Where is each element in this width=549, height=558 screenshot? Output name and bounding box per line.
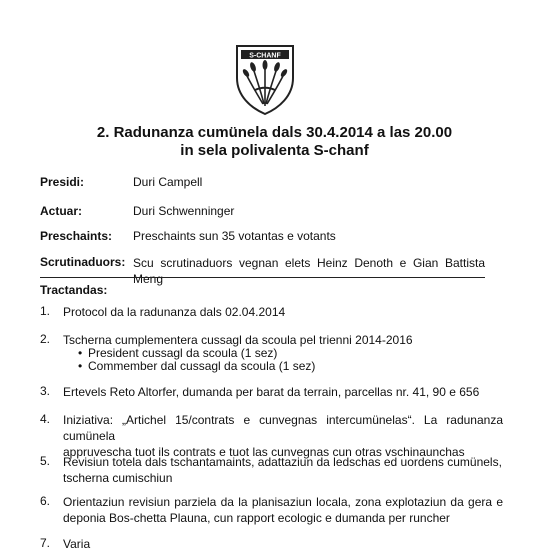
item-1-number: 1. bbox=[40, 304, 51, 318]
item-4-number: 4. bbox=[40, 412, 51, 426]
item-6-text-line1: Orientaziun revisiun parziela da la planisaziun locala, zona explotaziun da gera e bbox=[63, 495, 503, 509]
item-5-text-line1: Revisiun totela dals tschantamaints, adattaziun da ledschas ed uordens cumünels, bbox=[63, 455, 502, 469]
document-title: 2. Radunanza cumünela dals 30.4.2014 a las 20.00 bbox=[96, 124, 453, 141]
item-4-text-line2: appruvescha tuot ils contrats e tuot las cunvegnas cun otras vschinaunchas bbox=[63, 445, 465, 459]
item-2-text: Tscherna cumplementera cussagl da scoula pel trienni 2014-2016 bbox=[63, 333, 413, 347]
item-5-text-line2: tscherna cumischiun bbox=[63, 471, 173, 485]
crest-text: S-CHANF bbox=[249, 52, 281, 60]
scrutinaduors-value-line2: Meng bbox=[133, 272, 164, 286]
bullet-icon: • bbox=[78, 346, 83, 360]
municipal-crest-logo bbox=[235, 44, 295, 116]
preschaints-value: Preschaints sun 35 votantas e votants bbox=[133, 229, 336, 243]
scrutinaduors-label: Scrutinaduors: bbox=[40, 255, 126, 269]
item-5-text bbox=[63, 454, 502, 486]
item-6-text-line2: deponia Bos-chetta Plauna, cun rapport ecologic e dumanda per runcher bbox=[63, 511, 450, 525]
item-7-number: 7. bbox=[40, 536, 51, 550]
actuar-value: Duri Schwenninger bbox=[133, 204, 235, 218]
document-subtitle: in sela polivalenta S-chanf bbox=[180, 142, 369, 159]
item-3-number: 3. bbox=[40, 384, 51, 398]
item-7-text: Varia bbox=[63, 537, 91, 551]
item-6-text bbox=[63, 494, 503, 526]
presidi-label: Presidi: bbox=[40, 175, 85, 189]
scrutinaduors-value-line1: Scu scrutinaduors vegnan elets Heinz Denoth e Gian Battista bbox=[133, 256, 485, 270]
item-4-text bbox=[63, 412, 503, 460]
bullet-icon: • bbox=[78, 359, 83, 373]
item-2-subitem-1-text: President cussagl da scoula (1 sez) bbox=[88, 346, 278, 360]
preschaints-label: Preschaints: bbox=[40, 229, 113, 243]
divider-line bbox=[40, 277, 485, 278]
item-3-text: Ertevels Reto Altorfer, dumanda per barat da terrain, parcellas nr. 41, 90 e 656 bbox=[63, 385, 480, 399]
item-2-number: 2. bbox=[40, 332, 51, 346]
item-4-text-line1: Iniziativa: „Artichel 15/contrats e cunvegnas intercumünelas“. La radunanza cumünela bbox=[63, 413, 503, 443]
actuar-label: Actuar: bbox=[40, 204, 83, 218]
item-5-number: 5. bbox=[40, 454, 51, 468]
tractandas-heading: Tractandas: bbox=[40, 283, 108, 297]
item-2-subitem-2-text: Commember dal cussagl da scoula (1 sez) bbox=[88, 359, 316, 373]
item-1-text: Protocol da la radunanza dals 02.04.2014 bbox=[63, 305, 286, 319]
presidi-value: Duri Campell bbox=[133, 175, 203, 189]
item-6-number: 6. bbox=[40, 494, 51, 508]
item-2-subitem-2 bbox=[78, 359, 315, 374]
scrutinaduors-value bbox=[133, 255, 485, 287]
